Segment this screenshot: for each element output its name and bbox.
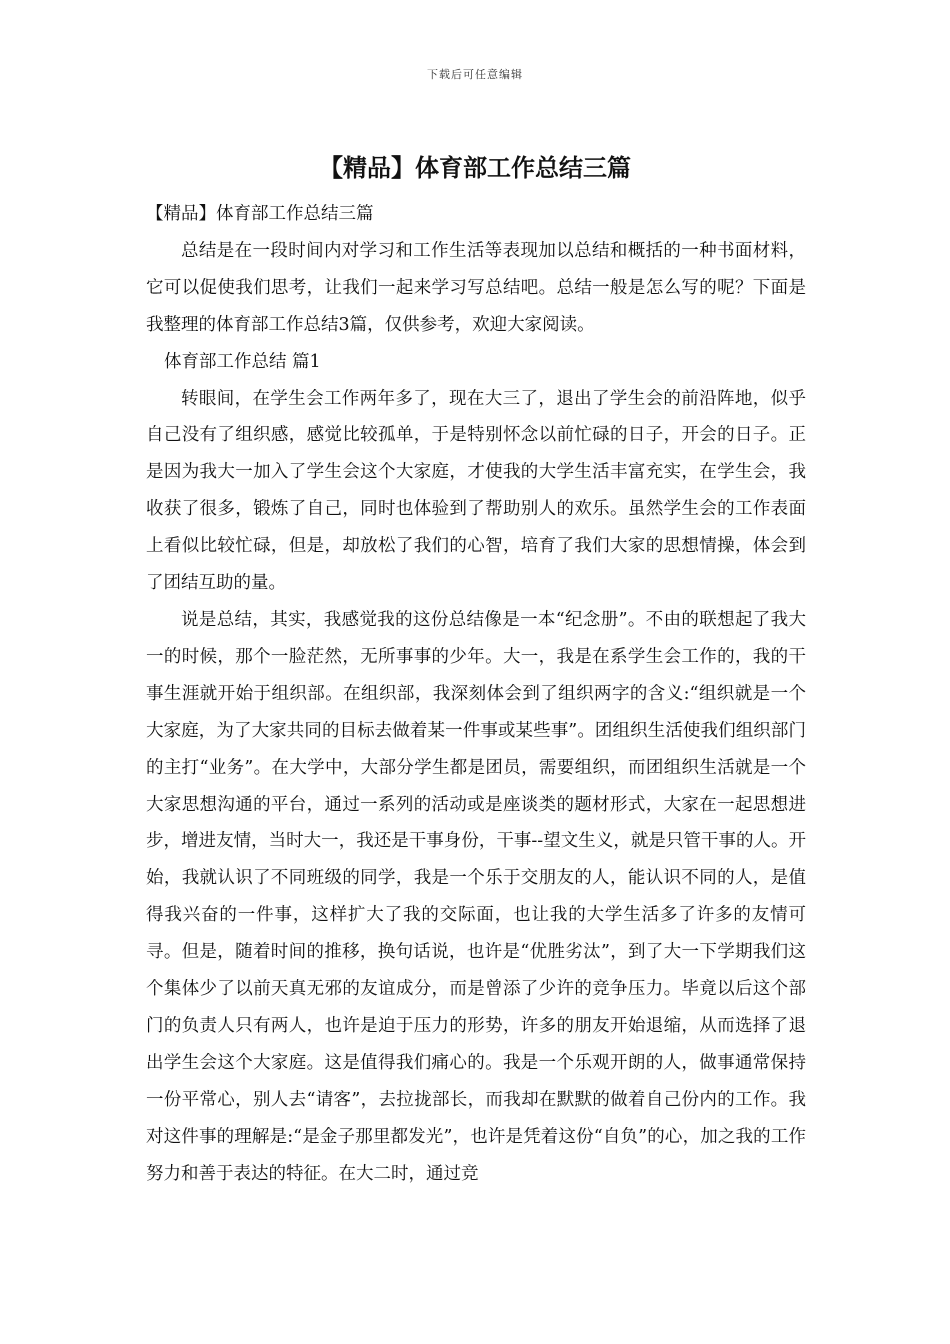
intro-paragraph: 总结是在一段时间内对学习和工作生活等表现加以总结和概括的一种书面材料，它可以促使我们思考，让我们一起来学习写总结吧。总结一般是怎么写的呢？下面是我整理的体育部工作总结3篇，仅供参考，欢迎大家阅读。: [146, 240, 806, 335]
body-subtitle: 【精品】体育部工作总结三篇: [146, 204, 374, 224]
body-paragraph: 转眼间，在学生会工作两年多了，现在大三了，退出了学生会的前沿阵地，似乎自己没有了组织感，感觉比较孤单，于是特别怀念以前忙碌的日子，开会的日子。正是因为我大一加入了学生会这个大家庭，才使我的大学生活丰富充实，在学生会，我收获了很多，锻炼了自己，同时也体验到了帮助别人的欢乐。虽然学生会的工作表面上看似比较忙碌，但是，却放松了我们的心智，培育了我们大家的思想情操，体会到了团结互助的量。: [146, 388, 806, 594]
document-body: [146, 196, 806, 1192]
body-paragraph: 说是总结，其实，我感觉我的这份总结像是一本“纪念册”。不由的联想起了我大一的时候，那个一脸茫然，无所事事的少年。大一，我是在系学生会工作的，我的干事生涯就开始于组织部。在组织部，我深刻体会到了组织两字的含义:“组织就是一个大家庭，为了大家共同的目标去做着某一件事或某些事”。团组织生活使我们组织部门的主打“业务”。在大学中，大部分学生都是团员，需要组织，而团组织生活就是一个大家思想沟通的平台，通过一系列的活动或是座谈类的题材形式，大家在一起思想进步，增进友情，当时大一，我还是干事身份，干事--望文生义，就是只管干事的人。开始，我就认识了不同班级的同学，我是一个乐于交朋友的人，能认识不同的人，是值得我兴奋的一件事，这样扩大了我的交际面，也让我的大学生活多了许多的友情可寻。但是，随着时间的推移，换句话说，也许是“优胜劣汰”，到了大一下学期我们这个集体少了以前天真无邪的友谊成分，而是曾添了少许的竞争压力。毕竟以后这个部门的负责人只有两人，也许是迫于压力的形势，许多的朋友开始退缩，从而选择了退出学生会这个大家庭。这是值得我们痛心的。我是一个乐观开朗的人，做事通常保持一份平常心，别人去“请客”，去拉拢部长，而我却在默默的做着自己份内的工作。我对这件事的理解是:“是金子那里都发光”，也许是凭着这份“自负”的心，加之我的工作努力和善于表达的特征。在大二时，通过竞: [146, 609, 806, 1184]
document-title: 【精品】体育部工作总结三篇: [319, 153, 631, 182]
header-note: 下载后可任意编辑: [427, 68, 523, 81]
section-heading: 体育部工作总结 篇1: [164, 351, 321, 372]
